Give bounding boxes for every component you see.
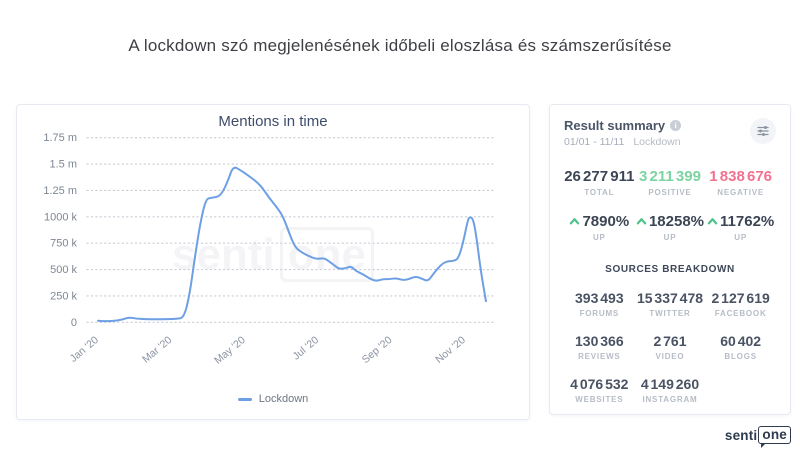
blogs-value: 60 402 — [720, 333, 762, 349]
total-label: TOTAL — [584, 188, 615, 197]
forums-value: 393 493 — [575, 290, 624, 306]
change-negative-value: 11762% — [720, 213, 775, 230]
stat-positive — [635, 168, 706, 197]
summary-subtitle — [564, 136, 681, 148]
slide-title: A lockdown szó megjelenésének időbeli eloszlása és számszerűsítése — [128, 36, 672, 55]
svg-text:Sep '20: Sep '20 — [359, 334, 395, 366]
source-video — [635, 333, 706, 361]
stat-total — [564, 168, 635, 197]
logo-senti: senti — [724, 427, 758, 443]
result-summary-card — [549, 104, 791, 415]
instagram-label: INSTAGRAM — [642, 395, 698, 404]
filter-settings-button[interactable] — [750, 118, 776, 144]
source-instagram — [635, 376, 706, 404]
up-arrow-icon — [636, 216, 647, 227]
summary-title: Result summary — [564, 118, 666, 133]
twitter-value: 15 337 478 — [636, 290, 704, 306]
twitter-label: TWITTER — [649, 309, 691, 318]
instagram-value: 4 149 260 — [640, 376, 700, 392]
change-positive-label: UP — [663, 233, 677, 242]
svg-text:750 k: 750 k — [50, 237, 77, 250]
source-reviews — [564, 333, 635, 361]
keyword-label: Lockdown — [633, 136, 681, 148]
svg-text:Jul '20: Jul '20 — [290, 334, 322, 363]
changes-row — [564, 213, 776, 242]
chart-title: Mentions in time — [218, 113, 328, 130]
sentione-logo — [725, 426, 791, 444]
svg-text:250 k: 250 k — [50, 290, 77, 303]
stat-negative — [705, 168, 776, 197]
svg-text:0: 0 — [70, 316, 77, 329]
change-positive — [635, 213, 706, 242]
svg-text:Mar '20: Mar '20 — [140, 334, 175, 366]
change-total-label: UP — [592, 233, 606, 242]
change-negative-label: UP — [734, 233, 748, 242]
svg-text:1.25 m: 1.25 m — [43, 184, 77, 197]
svg-text:1.75 m: 1.75 m — [43, 132, 77, 145]
change-total — [564, 213, 635, 242]
negative-label: NEGATIVE — [717, 188, 764, 197]
forums-label: FORUMS — [579, 309, 620, 318]
source-twitter — [635, 290, 706, 318]
logo-one-bubble: one — [758, 426, 791, 444]
legend-label[interactable]: Lockdown — [258, 393, 309, 405]
facebook-label: FACEBOOK — [714, 309, 767, 318]
svg-text:1000 k: 1000 k — [43, 211, 77, 224]
source-websites — [564, 376, 635, 404]
source-facebook — [705, 290, 776, 318]
change-total-value: 7890% — [582, 213, 630, 230]
sources-breakdown-title: SOURCES BREAKDOWN — [605, 264, 735, 275]
up-arrow-icon — [569, 216, 580, 227]
mentions-chart-card — [16, 104, 530, 420]
sliders-icon — [756, 124, 770, 138]
up-arrow-icon — [707, 216, 718, 227]
source-forums — [564, 290, 635, 318]
positive-label: POSITIVE — [648, 188, 692, 197]
totals-row — [564, 168, 776, 197]
change-negative — [705, 213, 776, 242]
facebook-value: 2 127 619 — [711, 290, 770, 306]
positive-value: 3 211 399 — [639, 168, 701, 185]
total-value: 26 277 911 — [564, 168, 635, 185]
reviews-label: REVIEWS — [578, 352, 621, 361]
websites-value: 4 076 532 — [570, 376, 629, 392]
svg-text:May '20: May '20 — [212, 334, 248, 367]
watermark-senti: senti — [172, 230, 275, 279]
svg-text:Nov '20: Nov '20 — [433, 334, 468, 366]
date-range: 01/01 - 11/11 — [564, 136, 625, 148]
legend-line-swatch — [238, 398, 252, 401]
mentions-line-chart — [17, 105, 531, 421]
reviews-value: 130 366 — [575, 333, 624, 349]
video-value: 2 761 — [653, 333, 687, 349]
video-label: VIDEO — [655, 352, 685, 361]
source-blogs — [705, 333, 776, 361]
svg-text:Jan '20: Jan '20 — [67, 334, 101, 365]
negative-value: 1 838 676 — [709, 168, 773, 185]
svg-text:500 k: 500 k — [50, 264, 77, 277]
change-positive-value: 18258% — [648, 213, 705, 230]
svg-text:1.5 m: 1.5 m — [49, 158, 77, 171]
watermark-one: one — [280, 227, 374, 282]
chart-legend — [17, 393, 529, 405]
websites-label: WEBSITES — [575, 395, 624, 404]
sources-grid — [564, 290, 776, 404]
blogs-label: BLOGS — [724, 352, 757, 361]
info-icon[interactable]: i — [670, 120, 681, 131]
summary-header — [564, 118, 776, 148]
